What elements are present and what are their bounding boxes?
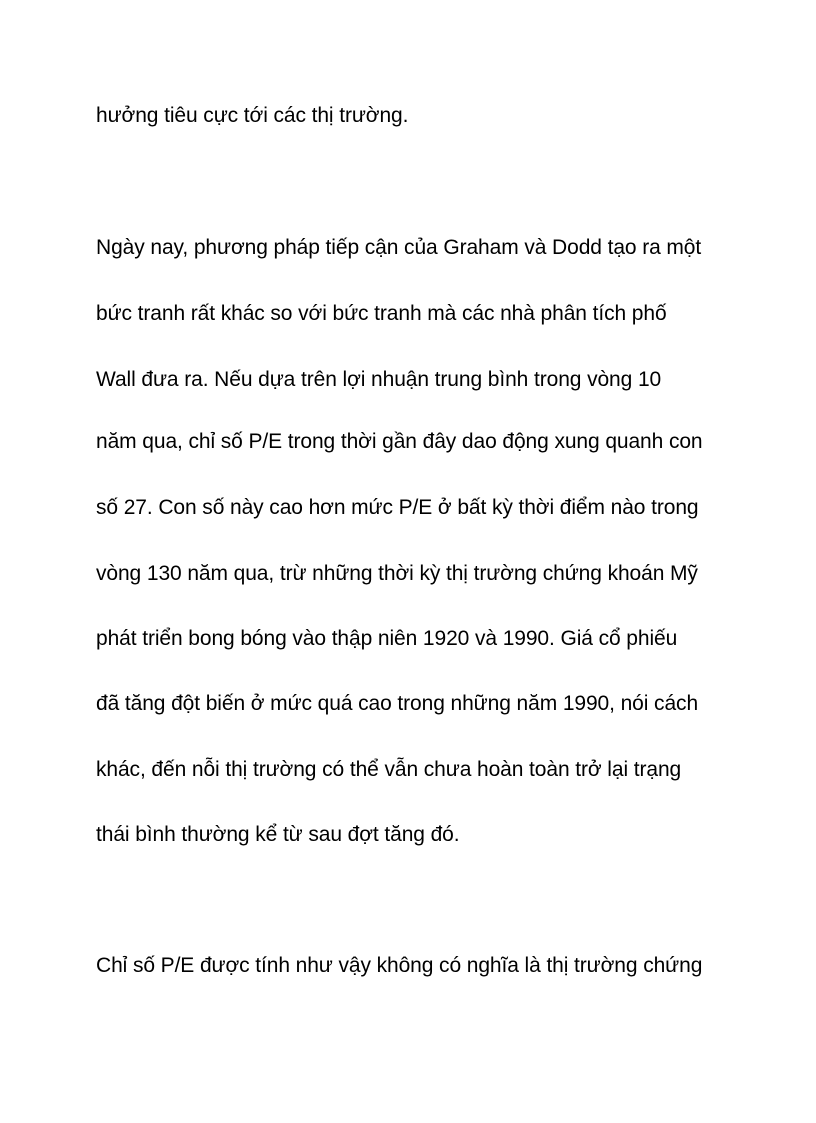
paragraph-2-line-3: Wall đưa ra. Nếu dựa trên lợi nhuận trung bình trong vòng 10 bbox=[96, 368, 662, 391]
paragraph-1-line-1: hưởng tiêu cực tới các thị trường. bbox=[96, 104, 409, 127]
paragraph-3-line-1: Chỉ số P/E được tính như vậy không có nghĩa là thị trường chứng bbox=[96, 954, 703, 977]
paragraph-2-line-8: đã tăng đột biến ở mức quá cao trong những năm 1990, nói cách bbox=[96, 692, 699, 715]
paragraph-2-line-2: bức tranh rất khác so với bức tranh mà các nhà phân tích phố bbox=[96, 302, 667, 325]
paragraph-2-line-5: số 27. Con số này cao hơn mức P/E ở bất kỳ thời điểm nào trong bbox=[96, 496, 699, 519]
paragraph-2-line-7: phát triển bong bóng vào thập niên 1920 và 1990. Giá cổ phiếu bbox=[96, 627, 678, 650]
paragraph-2-line-10: thái bình thường kể từ sau đợt tăng đó. bbox=[96, 823, 460, 846]
paragraph-2-line-6: vòng 130 năm qua, trừ những thời kỳ thị trường chứng khoán Mỹ bbox=[96, 562, 698, 585]
paragraph-2-line-4: năm qua, chỉ số P/E trong thời gần đây dao động xung quanh con bbox=[96, 430, 703, 453]
paragraph-2-line-1: Ngày nay, phương pháp tiếp cận của Graham và Dodd tạo ra một bbox=[96, 236, 702, 259]
paragraph-2-line-9: khác, đến nỗi thị trường có thể vẫn chưa hoàn toàn trở lại trạng bbox=[96, 758, 682, 781]
